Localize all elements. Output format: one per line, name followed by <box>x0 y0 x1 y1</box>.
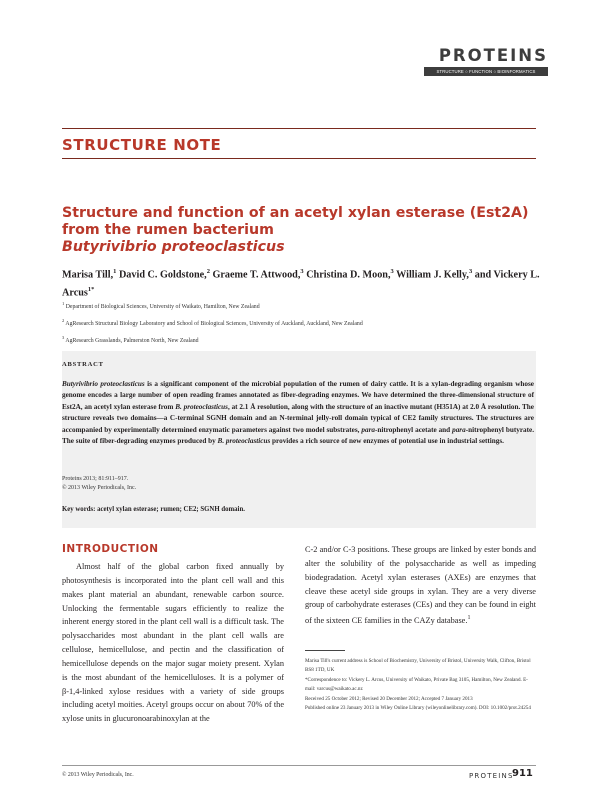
affiliation-marker: 3 <box>62 334 65 340</box>
footnote-received: Received 25 October 2012; Revised 20 December 2012; Accepted 7 January 2013 <box>305 696 473 703</box>
author-affiliation-marker: 2 <box>206 268 210 275</box>
abstract-segment: provides a rich source of new enzymes of potential use in industrial settings. <box>270 437 504 446</box>
article-title-species: Butyrivibrio proteoclasticus <box>62 239 285 255</box>
article-title <box>62 205 542 256</box>
author-affiliation-marker: 3 <box>300 268 304 275</box>
journal-logo-tagline: STRUCTURE ○ FUNCTION ○ BIOINFORMATICS <box>424 67 548 76</box>
section-top-rule <box>62 128 536 129</box>
author-name: Christina D. Moon, <box>303 269 391 281</box>
footer-rule <box>62 765 536 766</box>
page-number: 911 <box>512 768 533 779</box>
affiliation-text: AgResearch Structural Biology Laboratory and School of Biological Sciences, University of Auckland, Auckland, New Zealand <box>64 320 363 327</box>
introduction-heading: INTRODUCTION <box>62 543 159 555</box>
abstract-segment: is a significant component of the microbial population of the rumen of dairy cattle. It is a xylan-degrading organism whose genome encodes a large number of open reading frames annotated as fiber-degrading enzymes. We have determined the three-dimensional structure of Est2A, an acetyl xylan esterase from <box>62 380 534 411</box>
reference-marker[interactable]: 1 <box>467 615 471 622</box>
affiliation-item <box>62 331 542 348</box>
affiliation-text: Department of Biological Sciences, University of Waikato, Hamilton, New Zealand <box>64 303 260 310</box>
footer-journal-name: PROTEINS <box>469 772 514 780</box>
section-label: STRUCTURE NOTE <box>62 136 222 154</box>
affiliation-item <box>62 314 542 331</box>
author-list <box>62 265 542 301</box>
abstract-segment: -nitrophenyl acetate and <box>374 425 453 434</box>
abstract-text <box>62 379 536 447</box>
footnote-correspondence: *Correspondence to: Vickery L. Arcus, University of Waikato, Private Bag 3105, Hamilton, New Zealand. E-mail: varcus@waikato.ac.nz <box>305 677 528 692</box>
affiliation-text: AgResearch Grasslands, Palmerston North, New Zealand <box>64 337 199 344</box>
author-affiliation-marker: 1 <box>113 268 117 275</box>
abstract-label: ABSTRACT <box>62 361 104 368</box>
citation-line: Proteins 2013; 81:911–917. <box>62 476 129 482</box>
article-title-main: Structure and function of an acetyl xylan esterase (Est2A) from the rumen bacterium <box>62 205 529 238</box>
introduction-right-text: C-2 and/or C-3 positions. These groups are linked by ester bonds and alter the solubility of the polysaccharide as well as impeding biodegradation. Acetyl xylan esterases (AXEs) are enzymes that cleave these acetyl side groups in xylan. They are a very diverse group of carbohydrate esterases (CEs) and they can be found in eight of the sixteen CE families in the CAZy database. <box>305 545 536 625</box>
footnotes <box>305 657 536 713</box>
abstract-segment: Butyrivibrio proteoclasticus <box>62 380 145 388</box>
author-name: and Vickery L. Arcus <box>62 269 540 299</box>
footnote-address: Marisa Till's current address is School of Biochemistry, University of Bristol, University Walk, Clifton, Bristol BS8 1TD, UK <box>305 658 531 673</box>
affiliation-marker: 1 <box>62 301 65 306</box>
citation-block <box>62 475 136 493</box>
journal-logo-word: PROTEINS <box>438 46 548 65</box>
abstract-segment: , at 2.1 Å resolution, along with the structure of an inactive mutant (H351A) at 2.0 Å resolution. The structure reveals two domains—a C-terminal SGNH domain and an N-terminal jelly-roll domain typical of CE2 family structures. The structures are accompanied by experimentally determined enzymatic parameters against two model substrates, <box>62 402 534 434</box>
affiliation-list <box>62 297 542 348</box>
copyright-line: © 2013 Wiley Periodicals, Inc. <box>62 485 137 491</box>
journal-logo <box>424 48 548 76</box>
keywords: Key words: acetyl xylan esterase; rumen; CE2; SGNH domain. <box>62 506 245 513</box>
abstract-segment: para <box>452 425 466 434</box>
abstract-segment: B. proteoclasticus <box>217 437 271 446</box>
footnote-published: Published online 23 January 2013 in Wiley Online Library (wileyonlinelibrary.com). DOI: 10.1002/prot.24254 <box>305 704 531 711</box>
abstract-segment: -nitrophenyl butyrate. The suite of fiber-degrading enzymes produced by <box>62 425 534 446</box>
introduction-right-column <box>305 543 536 628</box>
abstract-segment: para <box>361 425 375 434</box>
author-affiliation-marker: 3 <box>468 268 473 275</box>
introduction-left-column: Almost half of the global carbon fixed annually by photosynthesis is incorporated into the plant cell wall and this makes plant material an abundant, renewable carbon source. Unlocking the fermentable sugars efficiently to realize the inherent energy stored in the plant cell wall is a difficult task. The polysaccharides most abundant in the plant cell walls are cellulose, hemicellulose, and pectin and the classification of hemicellulose depends on the major sugar moiety present. Xylan is the most abundant of the hemicelluloses. It is a polymer of β-1,4-linked xylose residues with a variety of side groups including acetyl moities. Acetyl groups occur on about 70% of the xylose units in glucuronoarabinoxylan at the <box>62 562 284 724</box>
footnote-rule <box>305 650 345 651</box>
abstract-segment: B. proteoclasticus <box>175 402 228 411</box>
affiliation-marker: 2 <box>62 317 65 323</box>
affiliation-item <box>62 297 542 314</box>
author-name: David C. Goldstone, <box>116 269 207 281</box>
author-name: Marisa Till, <box>62 269 114 281</box>
section-bottom-rule <box>62 158 536 159</box>
author-affiliation-marker: 3 <box>390 268 394 275</box>
author-name: Graeme T. Attwood, <box>209 269 301 281</box>
author-affiliation-marker: 1* <box>87 285 95 293</box>
footer-copyright: © 2013 Wiley Periodicals, Inc. <box>62 772 134 778</box>
author-name: William J. Kelly, <box>393 269 469 281</box>
